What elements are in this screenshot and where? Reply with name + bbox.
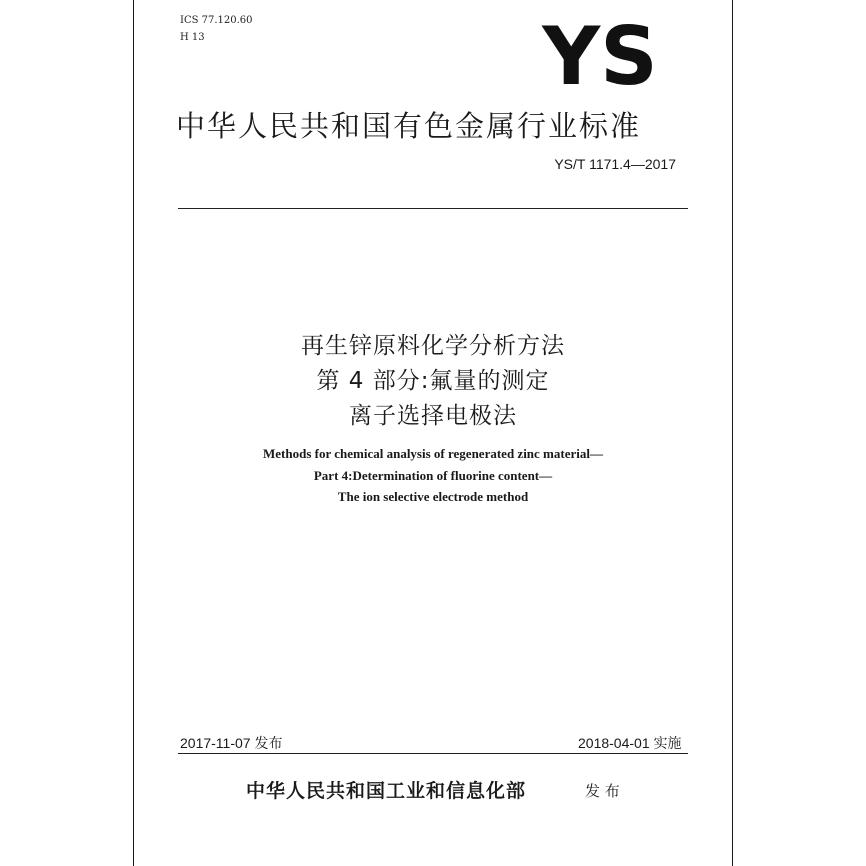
title-cn-line-3: 离子选择电极法 bbox=[349, 403, 517, 429]
issuing-authority: 中华人民共和国工业和信息化部 bbox=[246, 780, 527, 802]
ys-logo bbox=[537, 22, 663, 88]
ys-logo-text: YS bbox=[542, 22, 658, 88]
implement-date: 2018-04-01 实施 bbox=[578, 735, 682, 751]
issue-label: 发 布 bbox=[585, 782, 620, 800]
ccs-code: H 13 bbox=[180, 32, 205, 43]
title-en-line-2: Part 4:Determination of fluorine content— bbox=[313, 468, 553, 483]
title-cn-line-2: 第 4 部分:氟量的测定 bbox=[316, 368, 550, 394]
title-cn-line-1: 再生锌原料化学分析方法 bbox=[301, 333, 565, 359]
title-en-line-3: The ion selective electrode method bbox=[337, 489, 529, 504]
standard-category-title: 中华人民共和国有色金属行业标准 bbox=[176, 109, 642, 143]
ics-code: ICS 77.120.60 bbox=[180, 15, 253, 26]
title-en-line-1: Methods for chemical analysis of regenerated zinc material— bbox=[263, 446, 603, 461]
header-divider bbox=[178, 208, 688, 209]
publish-date: 2017-11-07 发布 bbox=[180, 735, 283, 751]
footer-divider bbox=[178, 753, 688, 754]
standard-number: YS/T 1171.4—2017 bbox=[554, 156, 676, 172]
